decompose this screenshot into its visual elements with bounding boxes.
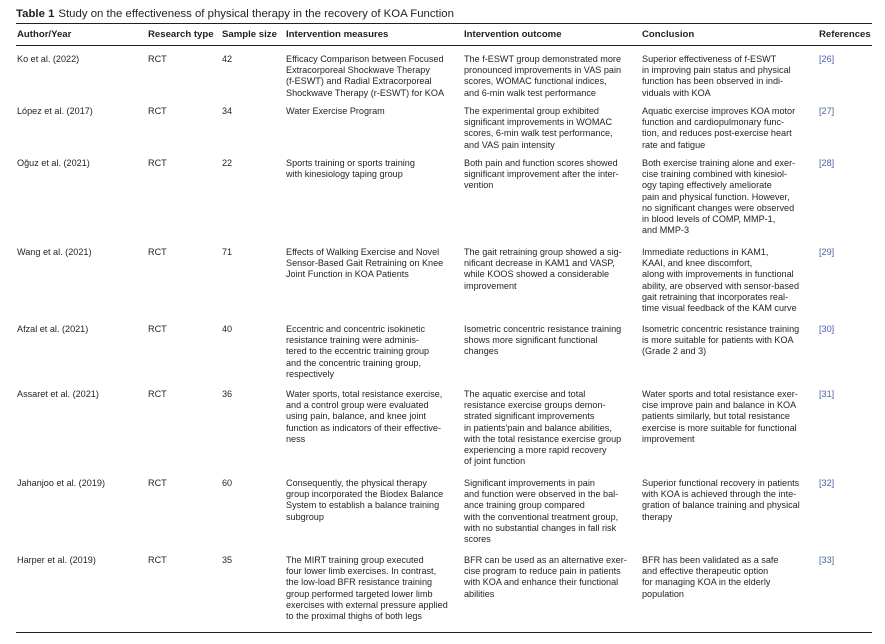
cell-conclusion: Aquatic exercise improves KOA motor function and cardiopulmonary func- tion, and reduces post-exercise heart rate and fatigue bbox=[642, 106, 796, 150]
cell-intervention-outcome: The aquatic exercise and total resistance exercise groups demon- strated significant improvements in patients'pain and balance abilities, with the total resistance exercise group experiencing a more rapid recovery of joint function bbox=[464, 389, 622, 467]
reference-link[interactable]: [28] bbox=[819, 158, 835, 168]
cell-author: Ko et al. (2022) bbox=[17, 54, 80, 64]
cell-conclusion: Water sports and total resistance exer- cise improve pain and balance in KOA patients similarly, but total resistance exercise is more suitable for functional improvement bbox=[642, 389, 798, 444]
cell-sample-size: 22 bbox=[222, 158, 233, 168]
cell-intervention-measures: Effects of Walking Exercise and Novel Sensor-Based Gait Retraining on Knee Joint Function in KOA Patients bbox=[286, 247, 444, 280]
cell-intervention-outcome: Significant improvements in pain and function were observed in the bal- ance training group compared with the conventional treatment group, with no substantial changes in fall risk scores bbox=[464, 478, 619, 545]
cell-intervention-outcome: The f-ESWT group demonstrated more pronounced improvements in VAS pain scores, WOMAC functional indices, and 6-min walk test performance bbox=[464, 54, 622, 98]
cell-sample-size: 60 bbox=[222, 478, 233, 488]
reference-link[interactable]: [27] bbox=[819, 106, 835, 116]
cell-conclusion: Superior effectiveness of f-ESWT in improving pain status and physical function has been observed in indi- viduals with KOA bbox=[642, 54, 791, 98]
cell-intervention-measures: Consequently, the physical therapy group incorporated the Biodex Balance System to establish a balance training subgroup bbox=[286, 478, 444, 522]
cell-author: Wang et al. (2021) bbox=[17, 247, 92, 257]
cell-research-type: RCT bbox=[148, 324, 167, 334]
cell-intervention-measures: Eccentric and concentric isokinetic resistance training were adminis- tered to the eccentric training group and the concentric training group, respectively bbox=[286, 324, 430, 379]
cell-research-type: RCT bbox=[148, 555, 167, 565]
cell-research-type: RCT bbox=[148, 106, 167, 116]
cell-research-type: RCT bbox=[148, 54, 167, 64]
header-intervention-measures: Intervention measures bbox=[286, 29, 389, 40]
cell-sample-size: 42 bbox=[222, 54, 233, 64]
cell-conclusion: Immediate reductions in KAM1, KAAI, and knee discomfort, along with improvements in functional ability, are observed with sensor-based gait retraining that incorporates real- time visual feedback of the KAM curve bbox=[642, 247, 800, 314]
cell-sample-size: 71 bbox=[222, 247, 233, 257]
cell-intervention-measures: Efficacy Comparison between Focused Extracorporeal Shockwave Therapy (f-ESWT) and Radial Extracorporeal Shockwave Therapy (r-ESWT) for KOA bbox=[286, 54, 445, 98]
cell-intervention-measures: The MIRT training group executed four lower limb exercises. In contrast, the low-load BFR resistance training group performed targeted lower limb exercises with external pressure applied to the proximal thighs of both legs bbox=[286, 555, 448, 622]
cell-intervention-outcome: Isometric concentric resistance training shows more significant functional changes bbox=[464, 324, 622, 357]
cell-author: Afzal et al. (2021) bbox=[17, 324, 89, 334]
cell-conclusion: Isometric concentric resistance training is more suitable for patients with KOA (Grade 2 and 3) bbox=[642, 324, 800, 357]
header-sample-size: Sample size bbox=[222, 29, 277, 40]
reference-link[interactable]: [29] bbox=[819, 247, 835, 257]
cell-intervention-measures: Water Exercise Program bbox=[286, 106, 385, 116]
bottom-rule bbox=[16, 632, 872, 633]
cell-sample-size: 34 bbox=[222, 106, 233, 116]
top-rule bbox=[16, 23, 872, 24]
cell-intervention-outcome: The gait retraining group showed a sig- nificant decrease in KAM1 and VASP, while KOOS showed a considerable improvement bbox=[464, 247, 622, 291]
header-references: References bbox=[819, 29, 871, 40]
cell-sample-size: 35 bbox=[222, 555, 233, 565]
cell-sample-size: 36 bbox=[222, 389, 233, 399]
cell-conclusion: Both exercise training alone and exer- cise training combined with kinesiol- ogy taping effectively ameliorate pain and physical function. However, no significant changes were observed in blood levels of COMP, MMP-1, and MMP-3 bbox=[642, 158, 796, 236]
cell-author: Jahanjoo et al. (2019) bbox=[17, 478, 105, 488]
reference-link[interactable]: [30] bbox=[819, 324, 835, 334]
cell-intervention-outcome: The experimental group exhibited significant improvements in WOMAC scores, 6-min walk test performance, and VAS pain intensity bbox=[464, 106, 613, 150]
header-research-type: Research type bbox=[148, 29, 214, 40]
cell-conclusion: BFR has been validated as a safe and effective therapeutic option for managing KOA in the elderly population bbox=[642, 555, 779, 599]
cell-sample-size: 40 bbox=[222, 324, 233, 334]
header-author: Author/Year bbox=[17, 29, 72, 40]
cell-research-type: RCT bbox=[148, 478, 167, 488]
reference-link[interactable]: [31] bbox=[819, 389, 835, 399]
cell-intervention-measures: Water sports, total resistance exercise, and a control group were evaluated using pain, balance, and knee joint function as indicators of their effective- ness bbox=[286, 389, 443, 444]
cell-research-type: RCT bbox=[148, 389, 167, 399]
reference-link[interactable]: [26] bbox=[819, 54, 835, 64]
reference-link[interactable]: [33] bbox=[819, 555, 835, 565]
header-rule bbox=[16, 45, 872, 46]
reference-link[interactable]: [32] bbox=[819, 478, 835, 488]
cell-author: Assaret et al. (2021) bbox=[17, 389, 99, 399]
cell-author: Harper et al. (2019) bbox=[17, 555, 96, 565]
cell-intervention-outcome: Both pain and function scores showed significant improvement after the inter- vention bbox=[464, 158, 619, 191]
table-label: Table 1 bbox=[16, 8, 55, 20]
cell-intervention-outcome: BFR can be used as an alternative exer- cise program to reduce pain in patients with KOA and enhance their functional abilities bbox=[464, 555, 627, 599]
header-conclusion: Conclusion bbox=[642, 29, 695, 40]
cell-author: Oğuz et al. (2021) bbox=[17, 158, 90, 168]
cell-research-type: RCT bbox=[148, 247, 167, 257]
cell-intervention-measures: Sports training or sports training with kinesiology taping group bbox=[286, 158, 415, 180]
table-caption bbox=[16, 6, 454, 22]
header-intervention-outcome: Intervention outcome bbox=[464, 29, 562, 40]
cell-author: López et al. (2017) bbox=[17, 106, 93, 116]
cell-conclusion: Superior functional recovery in patients with KOA is achieved through the inte- gration of balance training and physical therapy bbox=[642, 478, 800, 522]
table-title: Study on the effectiveness of physical therapy in the recovery of KOA Function bbox=[58, 8, 454, 20]
cell-research-type: RCT bbox=[148, 158, 167, 168]
